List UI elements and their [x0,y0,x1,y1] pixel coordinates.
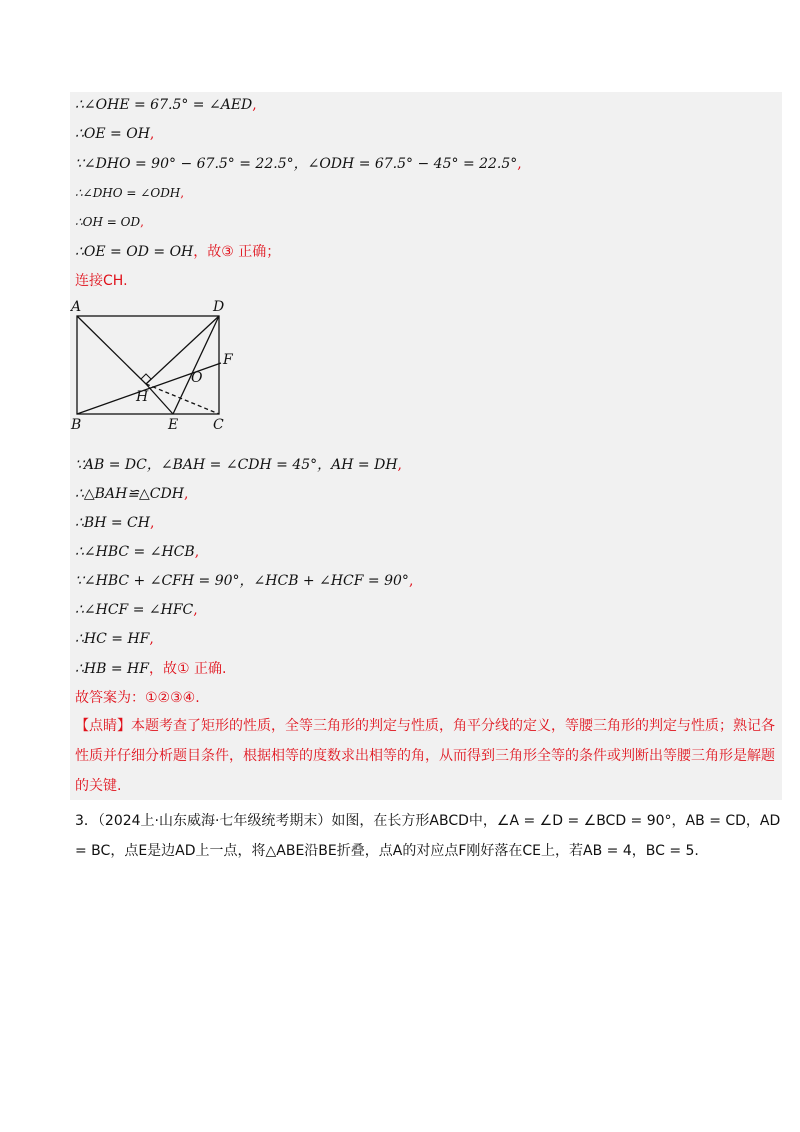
solution-line-7: 连接CH. [75,273,128,289]
geometry-figure [70,296,250,436]
solution-line-4: ∴∠DHO = ∠ODH, [75,186,185,200]
solution-line-11: ∴∠HBC = ∠HCB, [75,544,200,560]
segment-ah [77,316,146,384]
solution-line-3: ∵∠DHO = 90° − 67.5° = 22.5°，∠ODH = 67.5° − 45° = 22.5°, [75,156,522,172]
label-a: A [71,299,82,315]
segment-hc [146,384,219,414]
label-h: H [136,389,149,405]
solution-line-10: ∴BH = CH, [75,515,155,531]
solution-line-9: ∴△BAH≌△CDH, [75,486,189,502]
label-o: O [191,370,203,386]
segment-he [146,384,173,414]
segment-hd [146,316,219,384]
right-angle-mark [141,374,151,384]
solution-line-1: ∴∠OHE = 67.5° = ∠AED, [75,97,257,113]
answer-line: 故答案为：①②③④. [75,690,200,706]
solution-line-15: ∴HB = HF，故① 正确. [75,661,227,677]
segment-de [173,316,219,414]
label-e: E [168,417,179,433]
solution-line-14: ∴HC = HF, [75,631,154,647]
label-b: B [71,417,82,433]
label-d: D [213,299,225,315]
question-3: 3．（2024上·山东威海·七年级统考期末）如图，在长方形ABCD中，∠A = ∠D = ∠BCD = 90°，AB = CD，AD = BC，点E是边AD上一点，将△ABE沿BE折叠，点A的对应点F刚好落在CE上，若AB = 4，BC = 5. [75,813,781,859]
solution-line-6: ∴OE = OD = OH，故③ 正确； [75,244,281,260]
solution-line-2: ∴OE = OH, [75,126,155,142]
solution-line-5: ∴OH = OD, [75,215,144,229]
solution-line-12: ∵∠HBC + ∠CFH = 90°，∠HCB + ∠HCF = 90°, [75,573,414,589]
label-c: C [213,417,224,433]
solution-line-13: ∴∠HCF = ∠HFC, [75,602,198,618]
solution-line-8: ∵AB = DC，∠BAH = ∠CDH = 45°，AH = DH, [75,457,402,473]
key-point-note: 【点睛】本题考查了矩形的性质，全等三角形的判定与性质，角平分线的定义，等腰三角形的判定与性质；熟记各性质并仔细分析题目条件，根据相等的度数求出相等的角，从而得到三角形全等的条件或判断出等腰三角形是解题的关键. [75,718,775,794]
label-f: F [223,352,233,368]
